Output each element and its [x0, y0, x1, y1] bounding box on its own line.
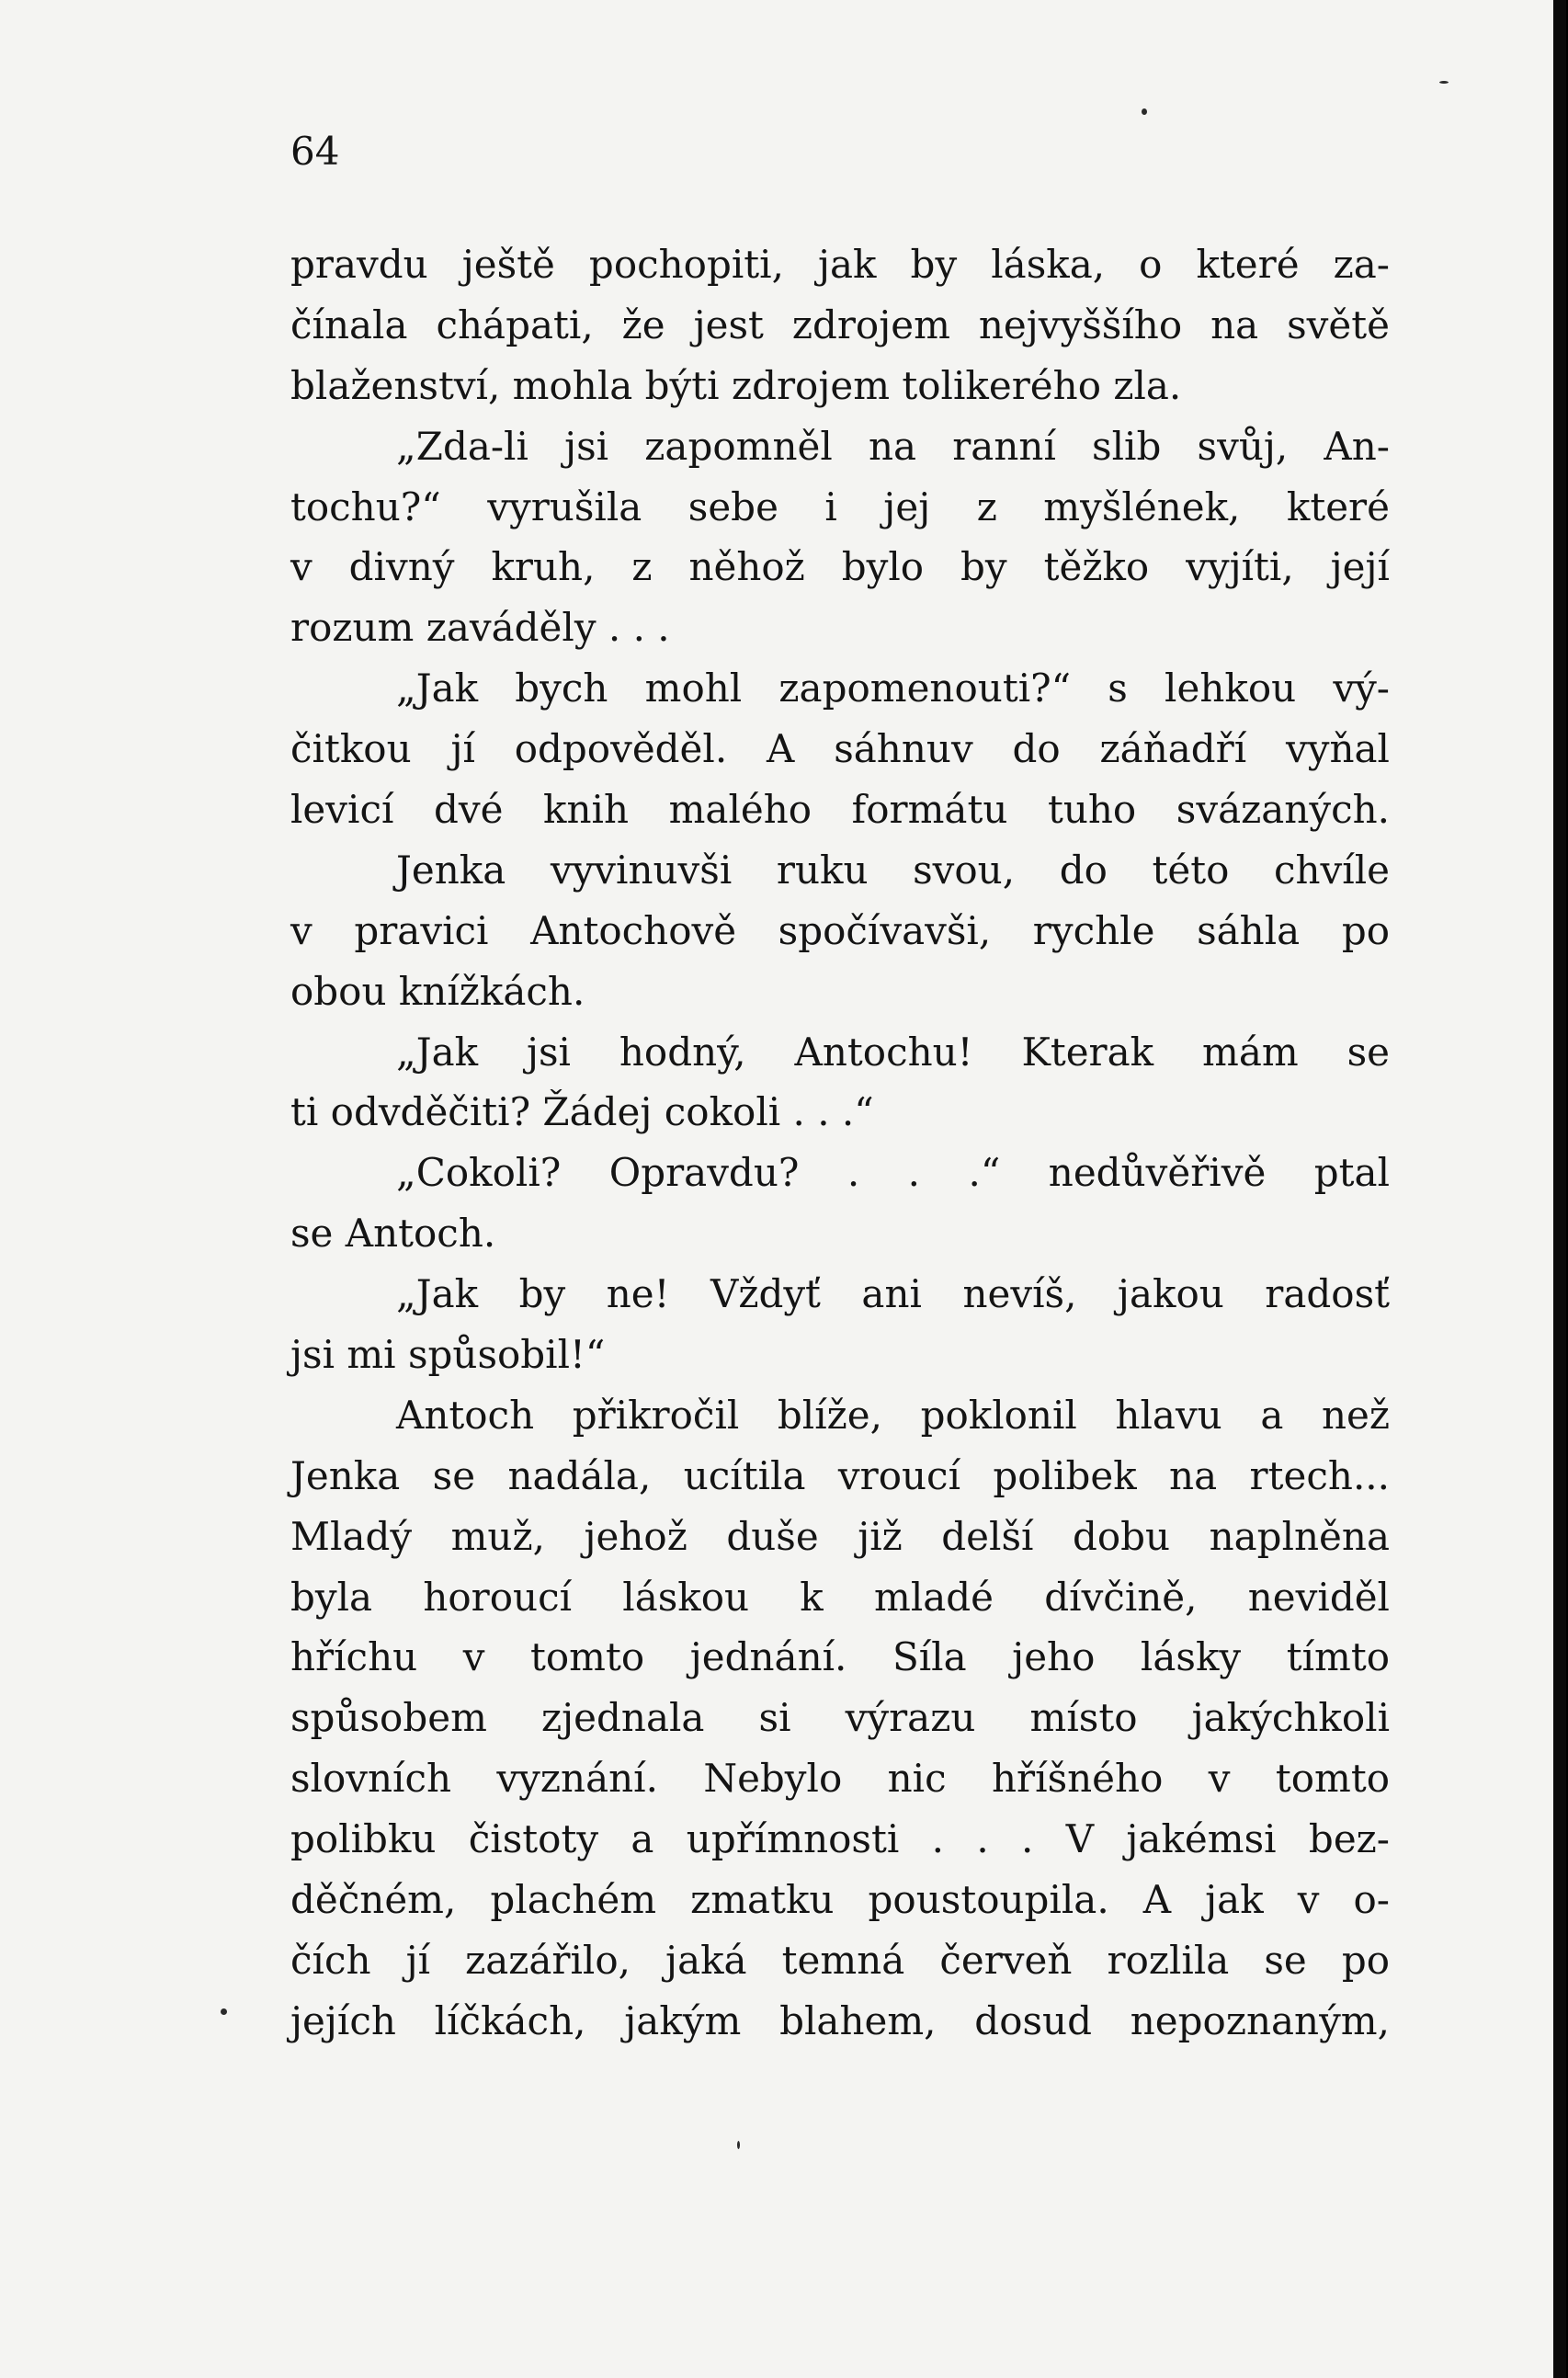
- text-line: levicí dvé knih malého formátu tuho svázaných.: [290, 787, 1390, 833]
- text-line: rozum zaváděly . . .: [290, 605, 670, 651]
- text-line: obou knížkách.: [290, 968, 585, 1014]
- text-line: jejích líčkách, jakým blahem, dosud nepoznaným,: [290, 1997, 1390, 2043]
- text-line: „Jak bych mohl zapomenouti?“ s lehkou vý-: [396, 666, 1390, 711]
- text-line: Antoch přikročil blíže, poklonil hlavu a než: [396, 1392, 1390, 1438]
- scan-speck: [1142, 108, 1147, 115]
- text-line: děčném, plachém zmatku poustoupila. A jak v o-: [290, 1877, 1390, 1923]
- text-line: čínala chápati, že jest zdrojem nejvyššího na světě: [290, 302, 1390, 347]
- text-line: „Jak jsi hodný, Antochu! Kterak mám se: [396, 1029, 1390, 1075]
- body-text: [290, 234, 1390, 2052]
- text-line: ti odvděčiti? Žádej cokoli . . .“: [290, 1089, 874, 1135]
- text-line: blaženství, mohla býti zdrojem tolikerého zla.: [290, 362, 1182, 408]
- scan-speck: [221, 2008, 227, 2015]
- text-line: spůsobem zjednala si výrazu místo jakýchkoli: [290, 1695, 1390, 1741]
- text-line: tochu?“ vyrušila sebe i jej z myšlének, které: [290, 484, 1390, 529]
- text-line: Jenka vyvinuvši ruku svou, do této chvíle: [396, 847, 1390, 893]
- scan-speck: [737, 2141, 740, 2149]
- text-line: jsi mi spůsobil!“: [290, 1332, 606, 1378]
- text-line: slovních vyznání. Nebylo nic hříšného v tomto: [290, 1756, 1390, 1802]
- text-line: „Jak by ne! Vždyť ani nevíš, jakou radosť: [396, 1271, 1390, 1317]
- text-line: pravdu ještě pochopiti, jak by láska, o které za-: [290, 242, 1390, 287]
- text-line: v divný kruh, z něhož bylo by těžko vyjíti, její: [290, 544, 1390, 590]
- text-line: Jenka se nadála, ucítila vroucí polibek na rtech...: [290, 1452, 1390, 1498]
- text-line: hříchu v tomto jednání. Síla jeho lásky tímto: [290, 1634, 1390, 1680]
- scan-speck: [1439, 81, 1449, 84]
- text-line: byla horoucí láskou k mladé dívčině, neviděl: [290, 1574, 1390, 1620]
- text-line: Mladý muž, jehož duše již delší dobu naplněna: [290, 1513, 1390, 1559]
- text-line: polibku čistoty a upřímnosti . . . V jakémsi bez-: [290, 1816, 1390, 1862]
- text-line: „Zda-li jsi zapomněl na ranní slib svůj, An-: [396, 423, 1390, 469]
- text-line: se Antoch.: [290, 1211, 496, 1257]
- text-line: „Cokoli? Opravdu? . . .“ nedůvěřivě ptal: [396, 1150, 1390, 1196]
- text-line: v pravici Antochově spočívavši, rychle sáhla po: [290, 907, 1390, 953]
- page-number: 64: [290, 129, 340, 174]
- text-line: čitkou jí odpověděl. A sáhnuv do záňadří vyňal: [290, 726, 1390, 772]
- text-line: čích jí zazářilo, jaká temná červeň rozlila se po: [290, 1937, 1390, 1983]
